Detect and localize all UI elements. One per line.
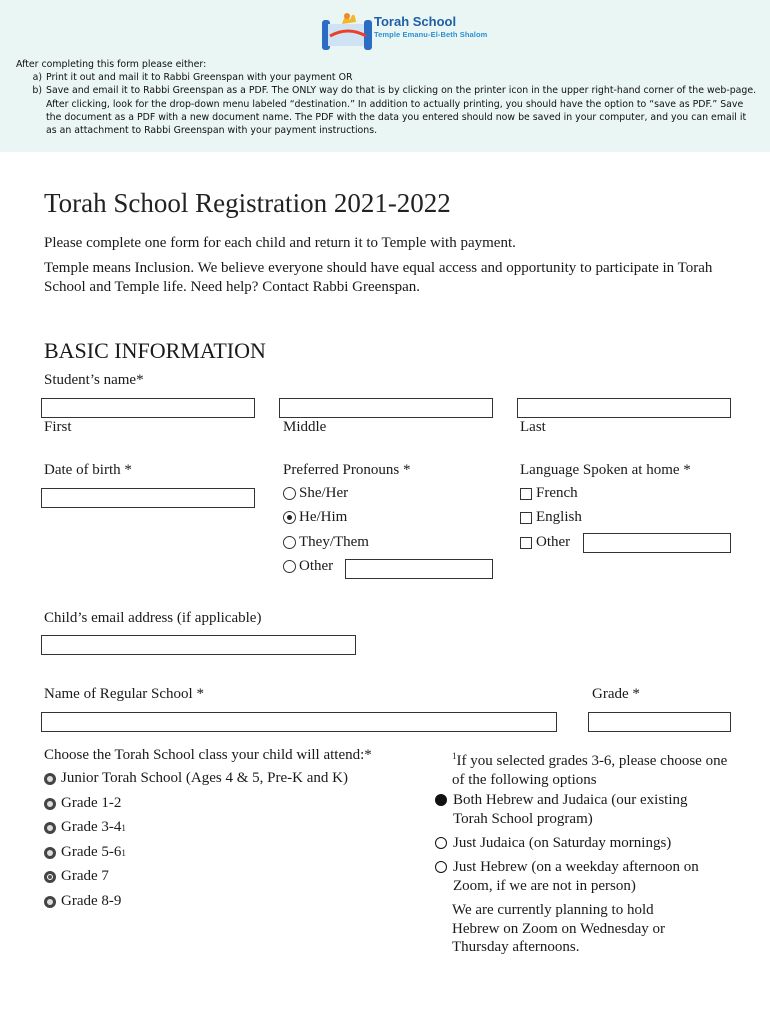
footnote-marker: 1 (452, 751, 457, 761)
language-option-french[interactable] (520, 485, 578, 502)
instruction-marker: b) (32, 85, 42, 97)
radio-selected-icon (283, 511, 296, 524)
grade-field[interactable] (588, 712, 731, 732)
instruction-item (16, 84, 758, 137)
grade-label: Grade * (592, 686, 640, 702)
instruction-item (16, 71, 758, 84)
class-label: Choose the Torah School class your child will attend:* (44, 747, 372, 763)
radio-icon (44, 896, 56, 908)
program-option-judaica[interactable] (435, 834, 723, 853)
radio-selected-icon (435, 794, 447, 806)
pronoun-option-label: She/Her (299, 485, 349, 501)
class-option-label: Grade 7 (61, 868, 109, 884)
instructions (16, 58, 758, 137)
radio-icon (435, 861, 447, 873)
radio-icon (283, 536, 296, 549)
pronoun-option-he-him[interactable] (283, 509, 347, 526)
instruction-text: Print it out and mail it to Rabbi Greenspan with your payment OR (46, 72, 353, 84)
pronoun-option-she-her[interactable] (283, 485, 348, 502)
program-option-label: Just Hebrew (on a weekday afternoon on Zoom, if we are not in person) (453, 859, 699, 894)
pronoun-option-label: He/Him (299, 509, 348, 525)
last-name-field[interactable] (517, 398, 731, 418)
first-name-field[interactable] (41, 398, 255, 418)
pronoun-option-label: They/Them (299, 534, 369, 550)
language-option-other[interactable] (520, 534, 570, 551)
class-option-label: Junior Torah School (Ages 4 & 5, Pre-K and K) (61, 770, 348, 786)
footnote-body: If you selected grades 3-6, please choose one of the following options (452, 753, 728, 788)
first-name-label: First (44, 419, 72, 435)
intro-text-1: Please complete one form for each child and return it to Temple with payment. (44, 235, 516, 251)
instruction-marker: a) (32, 72, 42, 84)
dob-field[interactable] (41, 488, 255, 508)
form-title: Torah School Registration 2021-2022 (44, 188, 451, 218)
radio-icon (283, 487, 296, 500)
class-option-grade-3-4[interactable] (44, 819, 126, 836)
pronoun-other-field[interactable] (345, 559, 493, 579)
class-option-grade-7[interactable] (44, 868, 109, 885)
radio-icon (44, 847, 56, 859)
language-option-english[interactable] (520, 509, 582, 526)
school-label: Name of Regular School * (44, 686, 204, 702)
instructions-intro: After completing this form please either: (16, 59, 207, 70)
school-field[interactable] (41, 712, 557, 732)
language-option-label: English (536, 509, 582, 525)
checkbox-icon (520, 512, 532, 524)
language-label: Language Spoken at home * (520, 462, 691, 478)
email-field[interactable] (41, 635, 356, 655)
program-option-both[interactable] (435, 791, 723, 828)
radio-icon (435, 837, 447, 849)
checkbox-icon (520, 537, 532, 549)
class-option-grade-5-6[interactable] (44, 844, 126, 861)
pronoun-option-other[interactable] (283, 558, 333, 575)
student-name-label: Student’s name* (44, 372, 144, 388)
intro-text-2: Temple means Inclusion. We believe everyone should have equal access and opportunity to participate in Torah School and Temple life. Need help? Contact Rabbi Greenspan. (44, 260, 713, 295)
pronoun-option-they-them[interactable] (283, 534, 369, 551)
language-option-label: French (536, 485, 578, 501)
class-option-junior[interactable] (44, 770, 348, 787)
checkbox-icon (520, 488, 532, 500)
class-option-label: Grade 5-6 (61, 844, 122, 860)
zoom-note: We are currently planning to hold Hebrew on Zoom on Wednesday or Thursday afternoons. (452, 902, 666, 955)
class-option-label: Grade 8-9 (61, 893, 122, 909)
footnote-marker: 1 (121, 822, 126, 833)
middle-name-field[interactable] (279, 398, 493, 418)
pronouns-label: Preferred Pronouns * (283, 462, 411, 478)
middle-name-label: Middle (283, 419, 327, 435)
email-label: Child’s email address (if applicable) (44, 610, 262, 626)
pronoun-option-label: Other (299, 558, 334, 574)
section-title: BASIC INFORMATION (44, 338, 266, 363)
class-option-grade-1-2[interactable] (44, 795, 121, 812)
class-option-grade-8-9[interactable] (44, 893, 121, 910)
footnote-marker: 1 (121, 847, 126, 858)
language-option-label: Other (536, 534, 571, 550)
logo-subtitle: Temple Emanu-El-Beth Shalom (374, 30, 488, 39)
radio-icon (283, 560, 296, 573)
program-option-label: Both Hebrew and Judaica (our existing Torah School program) (453, 792, 688, 827)
language-other-field[interactable] (583, 533, 731, 553)
logo-title: Torah School (374, 14, 457, 29)
dob-label: Date of birth * (44, 462, 132, 478)
program-option-hebrew[interactable] (435, 858, 738, 895)
class-option-label: Grade 3-4 (61, 819, 122, 835)
footnote-text (452, 747, 742, 789)
instruction-text: Save and email it to Rabbi Greenspan as a PDF. The ONLY way do that is by clicking on the printer icon in the upper right-hand corner of the web-page. After clicking, look for the drop-down menu labeled “destination.” In addition to actually printing, you should have the option to “save as PDF.” Save the document as a PDF with a new document name. The PDF with the data you entered should now be saved in your computer, and you can email it as an attachment to Rabbi Greenspan with your payment instructions. (46, 85, 757, 137)
radio-icon (44, 773, 56, 785)
program-option-label: Just Judaica (on Saturday mornings) (453, 835, 672, 851)
radio-icon (44, 798, 56, 810)
class-option-label: Grade 1-2 (61, 795, 122, 811)
radio-selected-icon (44, 871, 56, 883)
last-name-label: Last (520, 419, 546, 435)
torah-school-logo (320, 6, 500, 52)
radio-icon (44, 822, 56, 834)
